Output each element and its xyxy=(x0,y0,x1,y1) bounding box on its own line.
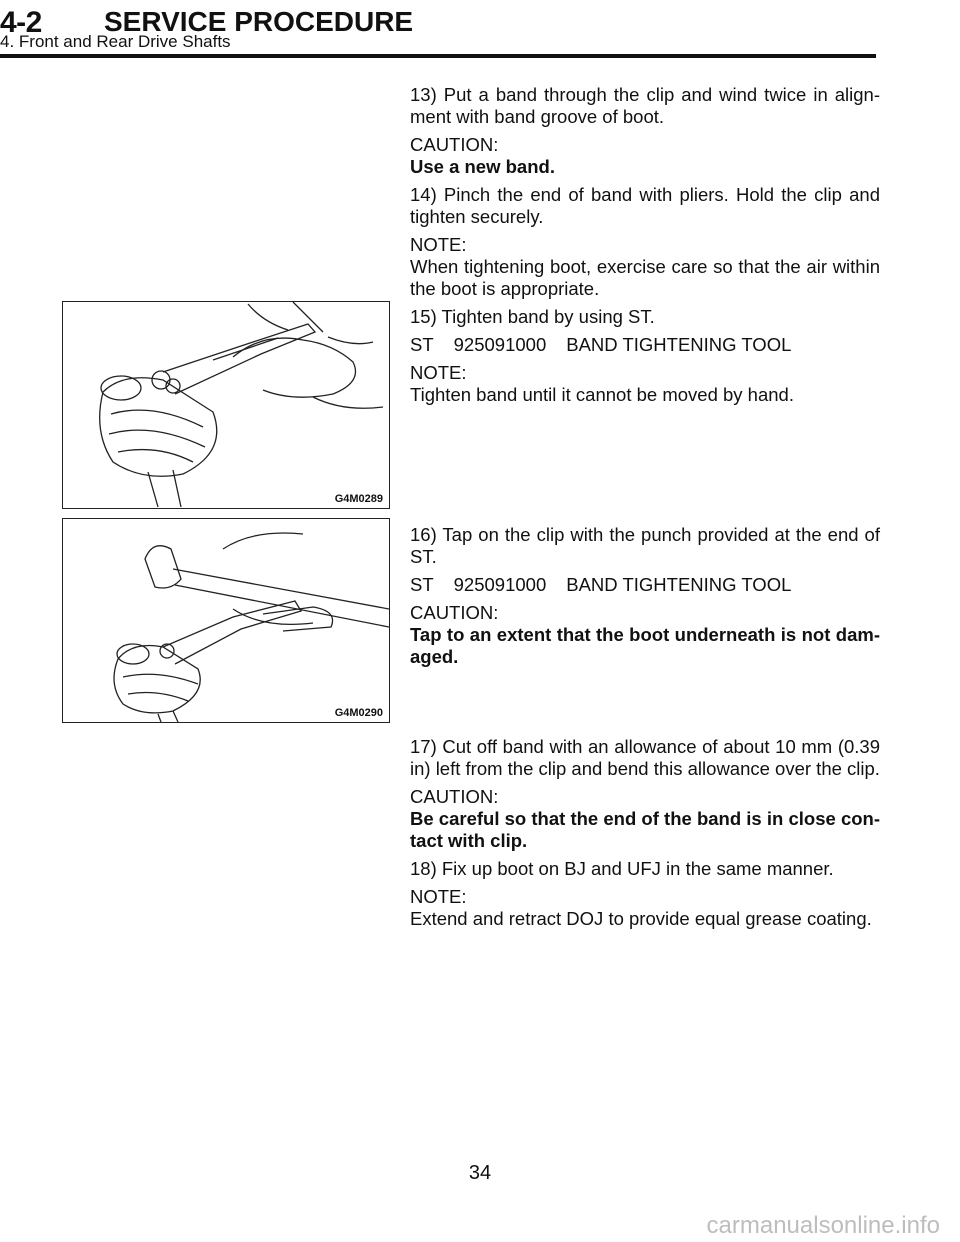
step-15-text: 15) Tighten band by using ST. xyxy=(410,306,655,327)
step-16-caution-label: CAUTION: xyxy=(410,602,499,623)
step-18-note-text: Extend and retract DOJ to provide equal grease coating. xyxy=(410,908,872,929)
step-15-note-label: NOTE: xyxy=(410,362,467,383)
header-rule xyxy=(0,54,876,58)
step-16-spec xyxy=(410,574,880,596)
figure-code: G4M0290 xyxy=(334,707,383,719)
step-14-text: 14) Pinch the end of band with pliers. Hold the clip and tighten securely. xyxy=(410,184,880,227)
page-number: 34 xyxy=(468,1162,492,1184)
figure-code: G4M0289 xyxy=(334,493,383,505)
section-title: SERVICE PROCEDURE xyxy=(104,6,414,37)
steps-17-18 xyxy=(410,736,880,936)
step-14-note-label: NOTE: xyxy=(410,234,467,255)
step-15 xyxy=(410,306,880,412)
subsection-title: 4. Front and Rear Drive Shafts xyxy=(0,32,231,51)
step-13-text: 13) Put a band through the clip and wind twice in align-ment with band groove of boot. xyxy=(410,84,880,127)
step-13-caution-label: CAUTION: xyxy=(410,134,499,155)
spec-tool-name: BAND TIGHTENING TOOL xyxy=(566,334,792,355)
spec-tool-name: BAND TIGHTENING TOOL xyxy=(566,574,792,595)
spec-prefix: ST xyxy=(410,574,434,595)
step-15-note-text: Tighten band until it cannot be moved by hand. xyxy=(410,384,794,405)
steps-13-14 xyxy=(410,84,880,306)
step-18-text: 18) Fix up boot on BJ and UFJ in the same manner. xyxy=(410,858,834,879)
page-header xyxy=(0,0,960,60)
spec-part-number: 925091000 xyxy=(453,334,547,355)
step-16-caution-text: Tap to an extent that the boot underneath is not dam-aged. xyxy=(410,624,880,667)
figure-band-tightening xyxy=(62,301,390,509)
step-13-caution-text: Use a new band. xyxy=(410,156,555,177)
spec-prefix: ST xyxy=(410,334,434,355)
figure-hammer-punch xyxy=(62,518,390,723)
band-tightening-tool-icon xyxy=(63,302,389,508)
hammer-punch-icon xyxy=(63,519,389,722)
step-18-note-label: NOTE: xyxy=(410,886,467,907)
watermark: carmanualsonline.info xyxy=(706,1212,940,1239)
step-17-caution-text: Be careful so that the end of the band is in close con-tact with clip. xyxy=(410,808,880,851)
step-15-spec xyxy=(410,334,880,356)
step-17-text: 17) Cut off band with an allowance of about 10 mm (0.39 in) left from the clip and bend this allowance over the clip. xyxy=(410,736,880,779)
step-17-caution-label: CAUTION: xyxy=(410,786,499,807)
section-number: 4-2 xyxy=(0,6,42,39)
step-16 xyxy=(410,524,880,674)
step-14-note-text: When tightening boot, exercise care so that the air within the boot is appropriate. xyxy=(410,256,880,299)
step-16-text: 16) Tap on the clip with the punch provided at the end of ST. xyxy=(410,524,880,567)
spec-part-number: 925091000 xyxy=(453,574,547,595)
